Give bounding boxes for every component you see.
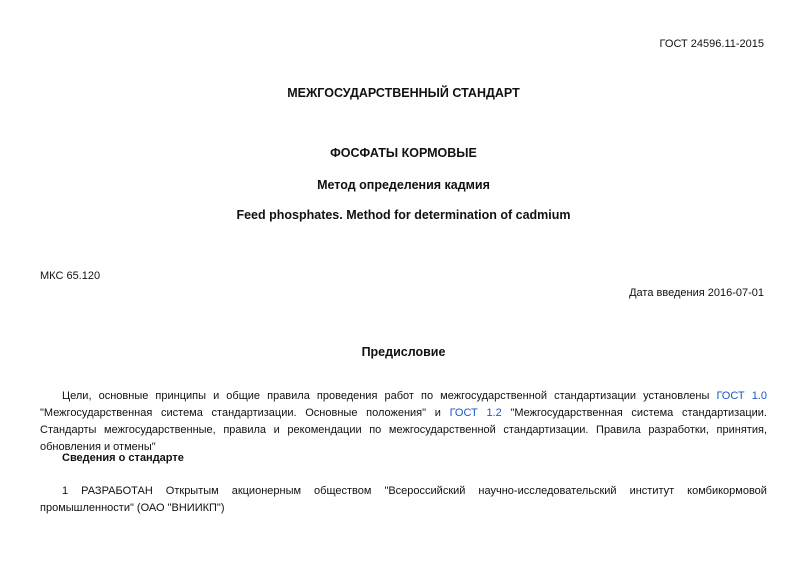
preface-heading: Предисловие bbox=[361, 345, 446, 359]
item1-word: обществом bbox=[314, 485, 372, 497]
standard-info-heading: Сведения о стандарте bbox=[62, 452, 184, 464]
mks-code: МКС 65.120 bbox=[40, 270, 101, 282]
document-id: ГОСТ 24596.11-2015 bbox=[659, 38, 764, 50]
introduction-date: Дата введения 2016-07-01 bbox=[629, 287, 764, 299]
developer-item bbox=[40, 483, 767, 517]
developer-item-line1 bbox=[40, 483, 767, 500]
document-title-english: Feed phosphates. Method for determination of cadmium bbox=[236, 208, 571, 222]
item1-word: "Всероссийский bbox=[384, 485, 466, 497]
item1-word: РАЗРАБОТАН bbox=[81, 485, 153, 497]
gost-1-2-link[interactable]: ГОСТ 1.2 bbox=[449, 407, 502, 419]
developer-item-line2: промышленности" (ОАО "ВНИИКП") bbox=[40, 502, 225, 514]
item1-word: комбикормовой bbox=[687, 485, 767, 497]
preface-text-part3: "Межгосударственная система стандартизации. Стандарты межгосударственные, правила и рекомендации по межгосударственной стандартизации. Правила разработки, принятия, обновления и отмены" bbox=[40, 407, 767, 453]
item1-word: 1 bbox=[62, 485, 69, 497]
preface-paragraph bbox=[40, 388, 767, 456]
item1-word: институт bbox=[629, 485, 675, 497]
document-subtitle: Метод определения кадмия bbox=[317, 178, 490, 192]
item1-word: Открытым bbox=[165, 485, 219, 497]
standard-type-heading: МЕЖГОСУДАРСТВЕННЫЙ СТАНДАРТ bbox=[287, 86, 520, 100]
item1-word: научно-исследовательский bbox=[478, 485, 617, 497]
gost-1-0-link[interactable]: ГОСТ 1.0 bbox=[716, 390, 767, 402]
preface-text-part2: "Межгосударственная система стандартизации. Основные положения" и bbox=[40, 407, 450, 419]
document-title: ФОСФАТЫ КОРМОВЫЕ bbox=[330, 146, 477, 160]
item1-word: акционерным bbox=[231, 485, 302, 497]
preface-text-part1: Цели, основные принципы и общие правила проведения работ по межгосударственной стандартизации установлены bbox=[62, 390, 717, 402]
